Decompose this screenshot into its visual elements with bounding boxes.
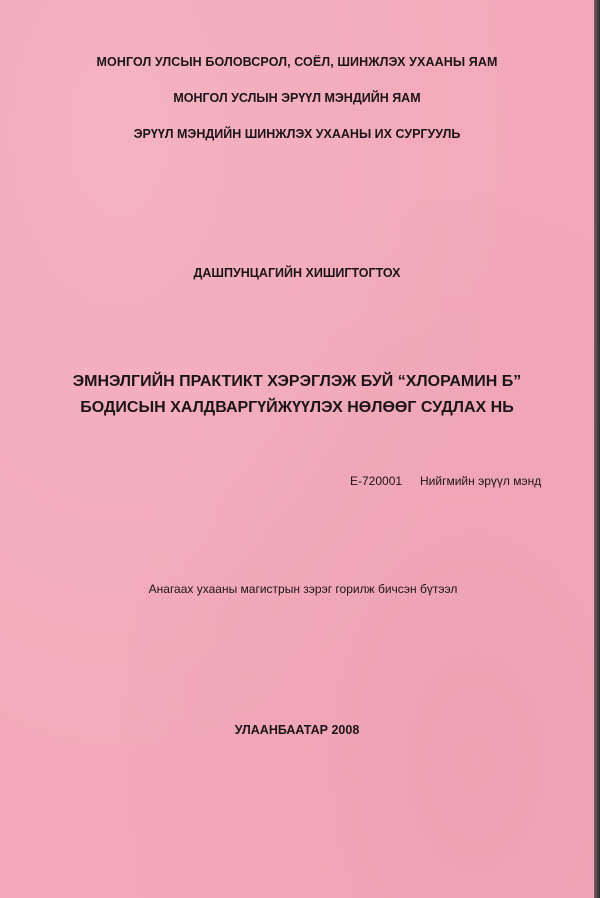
specialty-code: Е-720001	[350, 474, 403, 488]
thesis-degree-note: Анагаах ухааны магистрын зэрэг горилж бичсэн бүтээл	[148, 582, 458, 596]
thesis-title-line-1: ЭМНЭЛГИЙН ПРАКТИКТ ХЭРЭГЛЭЖ БУЙ “ХЛОРАМИН Б”	[72, 373, 522, 390]
ministry-heading: МОНГОЛ УЛСЫН БОЛОВСРОЛ, СОЁЛ, ШИНЖЛЭХ УХААНЫ ЯАМ	[96, 55, 498, 69]
university-heading: ЭРҮҮЛ МЭНДИЙН ШИНЖЛЭХ УХААНЫ ИХ СУРГУУЛЬ	[133, 127, 461, 141]
health-ministry-heading: МОНГОЛ УСЛЫН ЭРҮҮЛ МЭНДИЙН ЯАМ	[173, 91, 421, 105]
place-and-year: УЛААНБААТАР 2008	[234, 723, 360, 737]
specialty-code-line	[350, 474, 541, 488]
author-name: ДАШПУНЦАГИЙН ХИШИГТОГТОХ	[193, 266, 401, 280]
specialty-name: Нийгмийн эрүүл мэнд	[420, 474, 542, 488]
thesis-title-line-2: БОДИСЫН ХАЛДВАРГҮЙЖҮҮЛЭХ НӨЛӨӨГ СУДЛАХ НЬ	[80, 399, 514, 416]
page-edge-shadow	[594, 0, 600, 898]
